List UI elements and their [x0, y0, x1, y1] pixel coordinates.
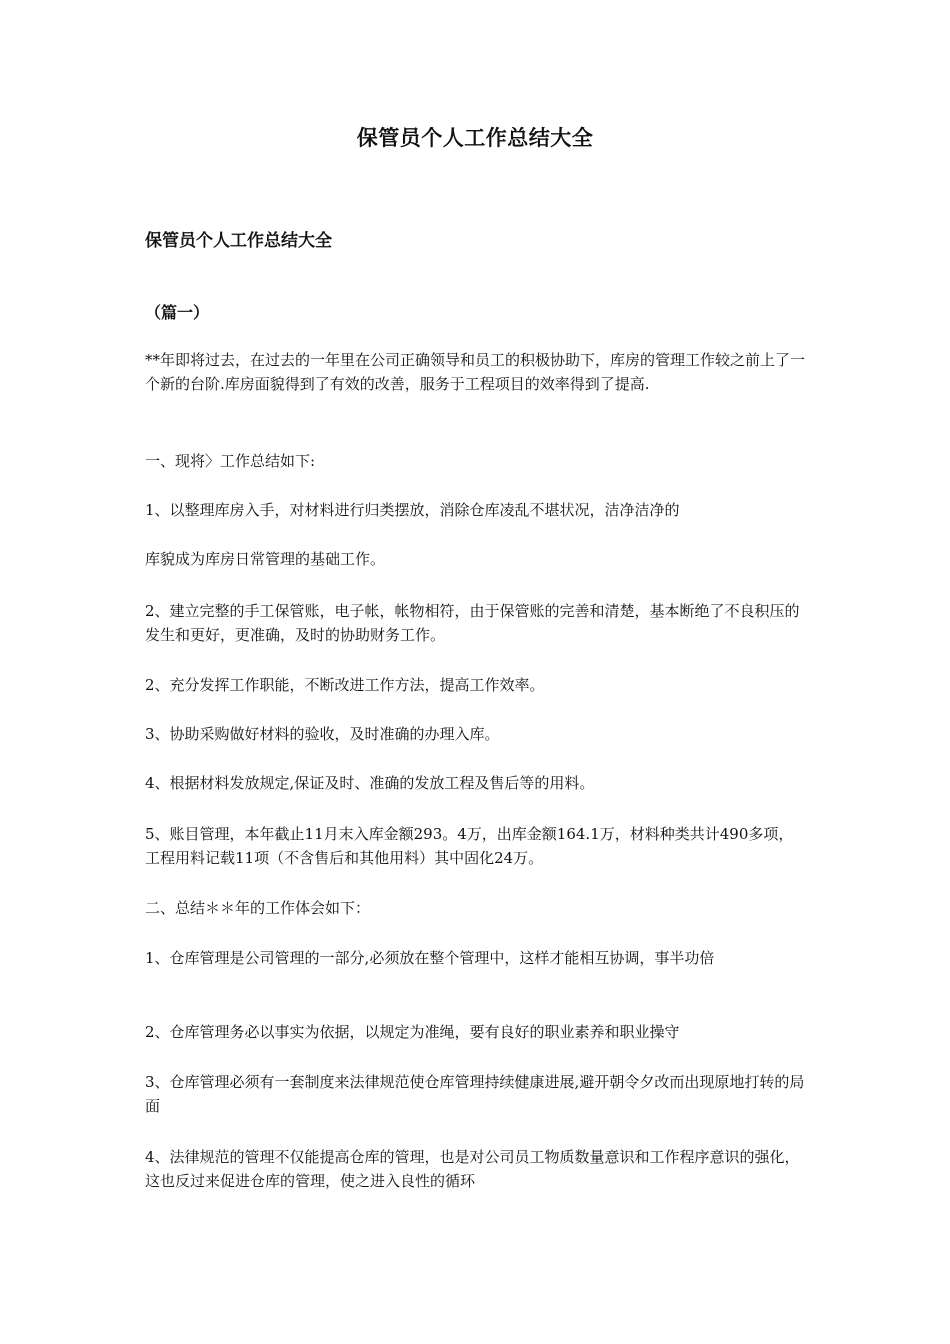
document-subtitle: 保管员个人工作总结大全	[145, 231, 332, 251]
paragraph-item: 1、以整理库房入手，对材料进行归类摆放，消除仓库凌乱不堪状况，洁净洁净的	[145, 501, 680, 519]
paragraph-item: 5、账目管理，本年截止11月末入库金额293。4万，出库金额164.1万，材料种类共计490多项，工程用料记载11项（不含售后和其他用料）其中固化24万。	[145, 825, 794, 867]
section-label: （篇一）	[145, 303, 210, 322]
page-title: 保管员个人工作总结大全	[356, 126, 594, 150]
paragraph-item: 3、协助采购做好材料的验收，及时准确的办理入库。	[145, 725, 500, 743]
paragraph-item: 2、建立完整的手工保管账，电子帐，帐物相符，由于保管账的完善和清楚，基本断绝了不良积压的发生和更好，更准确，及时的协助财务工作。	[145, 602, 800, 644]
paragraph-item: 4、法律规范的管理不仅能提高仓库的管理，也是对公司员工物质数量意识和工作程序意识的强化，这也反过来促进仓库的管理，使之进入良性的循环	[145, 1148, 800, 1190]
paragraph-item: 4、根据材料发放规定,保证及时、准确的发放工程及售后等的用料。	[145, 774, 595, 792]
paragraph-item: 2、充分发挥工作职能，不断改进工作方法，提高工作效率。	[145, 676, 545, 694]
paragraph-item: 2、仓库管理务必以事实为依据，以规定为准绳，要有良好的职业素养和职业操守	[145, 1023, 680, 1041]
paragraph-item: 1、仓库管理是公司管理的一部分,必须放在整个管理中，这样才能相互协调，事半功倍	[145, 949, 715, 967]
heading-part-two: 二、总结＊＊年的工作体会如下：	[145, 899, 371, 917]
paragraph-item: 库貌成为库房日常管理的基础工作。	[145, 550, 386, 568]
paragraph-intro: **年即将过去，在过去的一年里在公司正确领导和员工的积极协助下，库房的管理工作较之前上了一个新的台阶.库房面貌得到了有效的改善，服务于工程项目的效率得到了提高.	[145, 351, 806, 393]
paragraph-item: 3、仓库管理必须有一套制度来法律规范使仓库管理持续健康进展,避开朝令夕改而出现原地打转的局面	[145, 1073, 805, 1115]
heading-part-one: 一、现将〉工作总结如下:	[145, 452, 316, 470]
